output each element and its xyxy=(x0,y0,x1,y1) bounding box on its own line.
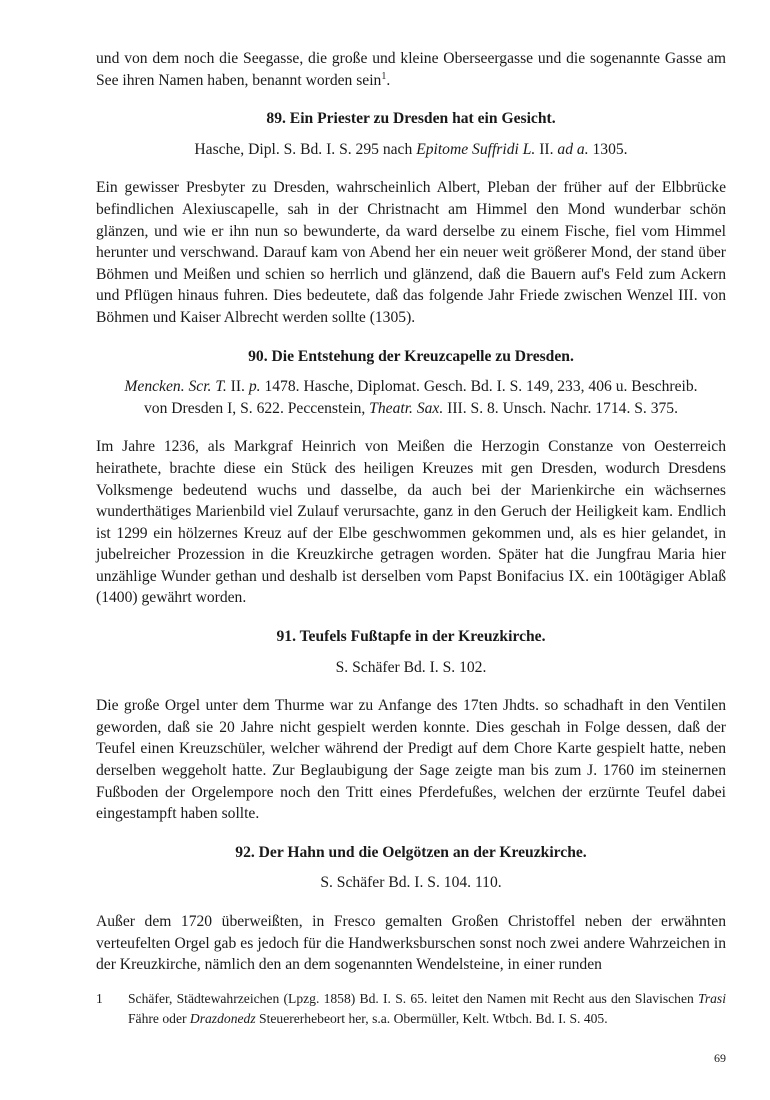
footnote xyxy=(96,989,726,1029)
intro-text-end: . xyxy=(386,71,391,89)
section-92-source: S. Schäfer Bd. I. S. 104. 110. xyxy=(320,874,502,892)
intro-text: und von dem noch die Seegasse, die große und kleine Oberseergasse und die sogenannte Gasse am See ihren Namen haben, benannt worden sein xyxy=(96,50,726,89)
section-90-body: Im Jahre 1236, als Markgraf Heinrich von Meißen die Herzogin Constanze von Oesterreich heirathete, brachte diese ein Stück des heiligen Kreuzes mit gen Dresden, wodurch Dresdens Volksmenge bedeutend wuchs und dasselbe, da auch bei der Marienkirche ein wächsernes wunderthätiges Marienbild viel Zulauf verursachte, ganz in den Geruch der Heiligkeit kam. Endlich ist 1299 ein hölzernes Kreuz auf der Elbe geschwommen gekommen und, als es hier gelandet, in jubelreicher Prozession in die Kreuzkirche getragen worden. Später hat die Jungfrau Maria hier unzählige Wunder gethan und deshalb ist derselben vom Papst Bonifacius IX. ein 100tägiger Ablaß (1400) gewährt worden. xyxy=(96,438,726,607)
section-91-source: S. Schäfer Bd. I. S. 102. xyxy=(335,658,487,676)
footnote-area xyxy=(96,989,726,1029)
footnote-ref[interactable]: 1 xyxy=(381,70,387,82)
section-92-title: 92. Der Hahn und die Oelgötzen an der Kreuzkirche. xyxy=(235,843,587,861)
section-89-title: 89. Ein Priester zu Dresden hat ein Gesicht. xyxy=(266,110,556,128)
section-89-body: Ein gewisser Presbyter zu Dresden, wahrscheinlich Albert, Pleban der früher auf der Elbbrücke befindlichen Alexiuscapelle, sah in der Christnacht am Himmel den Mond wunderbar schön glänzen, und wie er ihn nun so bewunderte, da ward derselbe zu einem Fische, fiel vom Himmel herunter und verschwand. Darauf kam von Abend her ein neuer weit größerer Mond, der stand über Böhmen und Meißen und schien so herrlich und glänzend, daß die Bauern auf's Feld zum Ackern und Pflügen hinaus fuhren. Dies bedeutete, daß das folgende Jahr Friede zwischen Wenzel III. von Böhmen und Kaiser Albrecht werden sollte (1305). xyxy=(96,179,726,326)
footnote-number: 1 xyxy=(96,991,103,1006)
page-number: 69 xyxy=(714,1051,726,1065)
section-90-source: Mencken. Scr. T. II. p. 1478. Hasche, Diplomat. Gesch. Bd. I. S. 149, 233, 406 u. Beschreib. von Dresden I, S. 622. Peccenstein, Theatr. Sax. III. S. 8. Unsch. Nachr. 1714. S. 375. xyxy=(124,378,698,417)
section-90-title: 90. Die Entstehung der Kreuzcapelle zu Dresden. xyxy=(248,347,574,365)
page-body xyxy=(96,48,726,976)
intro-paragraph xyxy=(96,48,726,91)
section-89-source: Hasche, Dipl. S. Bd. I. S. 295 nach Epitome Suffridi L. II. ad a. 1305. xyxy=(194,140,628,158)
section-91-body: Die große Orgel unter dem Thurme war zu Anfange des 17ten Jhdts. so schadhaft in den Ventilen geworden, daß sie 20 Jahre nicht gespielt werden konnte. Dies geschah in Folge dessen, daß der Teufel einen Kreuzschüler, welcher während der Predigt auf dem Chore Karte gespielt hatte, neben derselben weggeholt hatte. Zur Beglaubigung der Sage zeigte man bis zum J. 1760 im steinernen Fußboden der Orgelempore noch den Tritt eines Pferdefußes, welchen der erzürnte Teufel dabei eingestampft haben sollte. xyxy=(96,697,726,823)
footnote-text: Schäfer, Städtewahrzeichen (Lpzg. 1858) Bd. I. S. 65. leitet den Namen mit Recht aus den Slavischen Trasi Fähre oder Drazdonedz Steuererhebeort her, s.a. Obermüller, Kelt. Wtbch. Bd. I. S. 405. xyxy=(128,991,726,1026)
section-91-title: 91. Teufels Fußtapfe in der Kreuzkirche. xyxy=(276,628,546,646)
section-92-body: Außer dem 1720 überweißten, in Fresco gemalten Großen Christoffel neben der erwähnten verteufelten Orgel gab es jedoch für die Handwerksburschen sonst noch zwei andere Wahrzeichen in der Kreuzkirche, nämlich den an dem sogenannten Wendelsteine, in einer runden xyxy=(96,913,726,974)
